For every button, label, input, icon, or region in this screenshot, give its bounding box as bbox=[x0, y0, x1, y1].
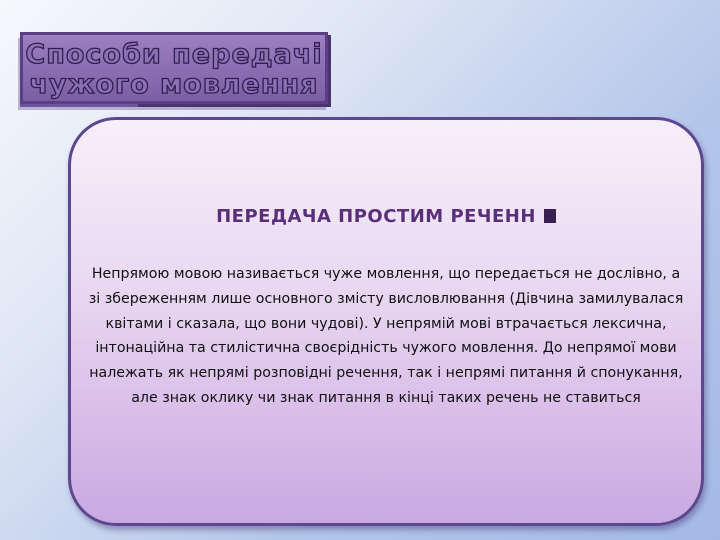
slide-title-line-2: чужого мовлення bbox=[29, 69, 319, 100]
slide-title bbox=[20, 38, 328, 102]
section-heading bbox=[68, 206, 704, 227]
section-heading-text: ПЕРЕДАЧА ПРОСТИМ РЕЧЕНН bbox=[216, 206, 536, 227]
title-underline bbox=[20, 104, 138, 107]
missing-glyph-icon bbox=[544, 209, 556, 223]
body-paragraph: Непрямою мовою називається чуже мовлення, що передається не дослівно, а зі збереженням лише основного змісту висловлювання (Дівчина замилувалася квітами і сказала, що вони чудові). У непрямій мові втрачається лексична, інтонаційна та стилістична своєрідність чужого мовлення. До непрямої мови належать як непрямі розповідні речення, так і непрямі питання й спонукання, але знак оклику чи знак питання в кінці таких речень не ставиться bbox=[88, 266, 684, 406]
slide-title-line-1: Способи передачі bbox=[25, 39, 323, 70]
